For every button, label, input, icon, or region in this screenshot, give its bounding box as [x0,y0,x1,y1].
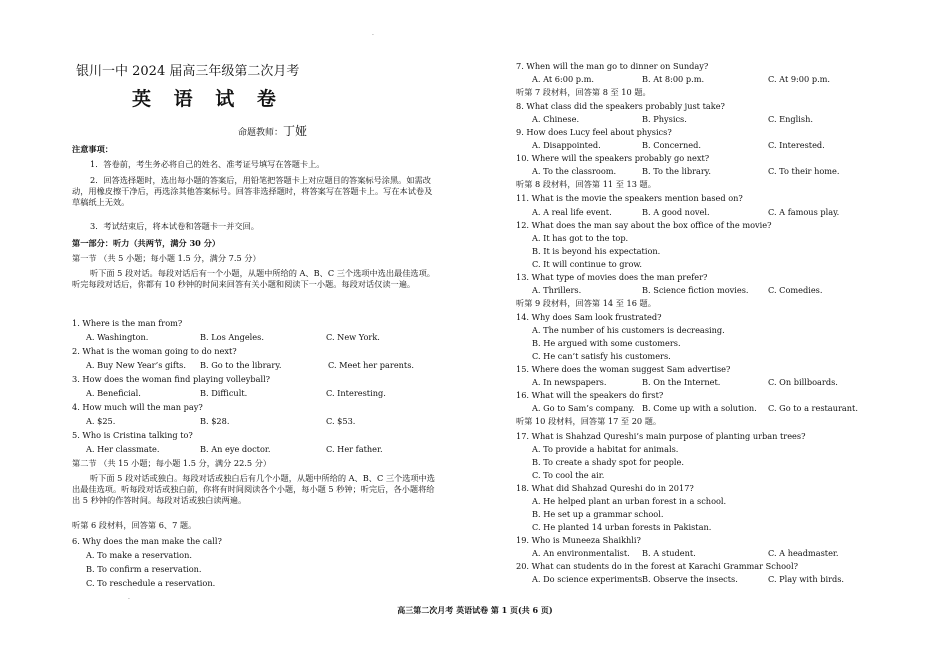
section2-instructions: 听下面 5 段对话或独白。每段对话或独白后有几个小题，从题中所给的 A、B、C 三个选项中选出最佳选项。听每段对话或独白前，你将有时间阅读各个小题，每小题 5 秒钟；听完后，各小题将给出 5 秒钟的作答时间。每段对话或独白读两遍。 [72,473,435,505]
question-stem: 5. Who is Cristina talking to? [72,430,193,440]
option-a: A. Buy New Year’s gifts. [86,360,186,370]
subject-title: 英 语 试 卷 [132,88,284,110]
option-b: B. Concerned. [642,140,701,150]
option-b: B. To create a shady spot for people. [532,457,684,467]
section1-instructions: 听下面 5 段对话。每段对话后有一个小题，从题中所给的 A、B、C 三个选项中选出最佳选项。听完每段对话后，你都有 10 秒钟的时间来回答有关小题和阅读下一小题。每段对话仅读一遍。 [72,268,435,289]
option-b: B. Observe the insects. [642,574,738,584]
question-stem: 13. What type of movies does the man prefer? [516,272,708,282]
option-a: A. Go to Sam’s company. [532,403,635,413]
option-c: C. At 9:00 p.m. [768,74,831,84]
section1-heading: 第一节 （共 5 小题；每小题 1.5 分，满分 7.5 分） [72,253,261,263]
option-a: A. Do science experiments. [532,574,645,584]
question-stem: 14. Why does Sam look frustrated? [516,312,662,322]
option-a: A. Beneficial. [86,388,141,398]
notice-item: 2．回答选择题时，选出每小题的答案后，用铅笔把答题卡上对应题目的答案标号涂黑。如需改动，用橡皮擦干净后，再选涂其他答案标号。回答非选择题时，将答案写在答题卡上。写在本试卷及草稿纸上无效。 [72,175,433,207]
notice-item: 1．答卷前，考生务必将自己的姓名、准考证号填写在答题卡上。 [90,159,325,169]
option-a: A. Her classmate. [86,444,160,454]
option-b: B. An eye doctor. [200,444,271,454]
option-a: A. The number of his customers is decreasing. [532,325,725,335]
option-c: C. New York. [326,332,380,342]
option-b: B. On the Internet. [642,377,721,387]
question-stem: 18. What did Shahzad Qureshi do in 2017? [516,483,694,493]
option-c: C. Interesting. [326,388,386,398]
question-stem: 3. How does the woman find playing volleyball? [72,374,271,384]
notice-item: 3．考试结束后，将本试卷和答题卡一并交回。 [90,221,259,231]
material-note: 听第 9 段材料，回答第 14 至 16 题。 [516,298,656,308]
option-c: C. It will continue to grow. [532,259,643,269]
option-b: B. To the library. [642,166,711,176]
material-note: 听第 6 段材料，回答第 6、7 题。 [72,520,197,530]
question-stem: 19. Who is Muneeza Shaikhli? [516,535,641,545]
option-c: C. To their home. [768,166,840,176]
option-c: C. Interested. [768,140,825,150]
question-stem: 10. Where will the speakers probably go next? [516,153,710,163]
option-c: C. He can’t satisfy his customers. [532,351,671,361]
option-a: A. In newspapers. [532,377,607,387]
material-note: 听第 8 段材料，回答第 11 至 13 题。 [516,179,656,189]
option-c: C. Comedies. [768,285,823,295]
option-c: C. A famous play. [768,207,840,217]
option-a: A. Thrillers. [532,285,582,295]
page-footer: 高三第二次月考 英语试卷 第 1 页(共 6 页) [397,605,553,615]
option-a: A. Disappointed. [532,140,601,150]
option-b: B. At 8:00 p.m. [642,74,705,84]
option-b: B. It is beyond his expectation. [532,246,661,256]
question-stem: 7. When will the man go to dinner on Sunday? [516,61,709,71]
question-stem: 9. How does Lucy feel about physics? [516,127,672,137]
author-label: 命题教师： [238,128,284,138]
question-stem: 11. What is the movie the speakers mention based on? [516,193,743,203]
option-b: B. A student. [642,548,696,558]
option-c: C. English. [768,114,813,124]
exam-title: 银川一中 2024 届高三年级第二次月考 [76,64,300,79]
option-b: B. Come up with a solution. [642,403,757,413]
question-stem: 2. What is the woman going to do next? [72,346,237,356]
scan-dot: . [128,594,130,601]
option-b: B. Go to the library. [200,360,282,370]
question-stem: 15. Where does the woman suggest Sam advertise? [516,364,731,374]
option-b: B. He set up a grammar school. [532,509,664,519]
option-c: C. On billboards. [768,377,838,387]
option-c: C. Meet her parents. [328,360,415,370]
section2-heading: 第二节 （共 15 小题；每小题 1.5 分，满分 22.5 分） [72,458,272,468]
option-b: B. He argued with some customers. [532,338,681,348]
option-c: C. Her father. [326,444,383,454]
author-name: 丁娅 [283,124,308,138]
scan-dot: . [372,30,374,37]
option-b: B. A good novel. [642,207,710,217]
option-a: A. To the classroom. [532,166,617,176]
question-stem: 8. What class did the speakers probably just take? [516,101,725,111]
question-stem: 16. What will the speakers do first? [516,390,664,400]
material-note: 听第 10 段材料，回答第 17 至 20 题。 [516,416,662,426]
notice-heading: 注意事项： [72,144,113,154]
option-a: A. An environmentalist. [532,548,630,558]
question-stem: 17. What is Shahzad Qureshi’s main purpose of planting urban trees? [516,431,806,441]
question-stem: 20. What can students do in the forest at Karachi Grammar School? [516,561,798,571]
option-a: A. $25. [86,416,116,426]
option-a: A. He helped plant an urban forest in a school. [532,496,727,506]
material-note: 听第 7 段材料，回答第 8 至 10 题。 [516,87,651,97]
option-c: C. He planted 14 urban forests in Pakistan. [532,522,712,532]
part1-heading: 第一部分：听力（共两节，满分 30 分） [72,238,221,248]
option-c: C. To cool the air. [532,470,605,480]
option-a: A. To make a reservation. [86,550,192,560]
question-stem: 6. Why does the man make the call? [72,536,222,546]
option-b: B. Physics. [642,114,687,124]
option-c: C. Play with birds. [768,574,845,584]
option-c: C. Go to a restaurant. [768,403,858,413]
option-b: B. To confirm a reservation. [86,564,202,574]
option-a: A. To provide a habitat for animals. [532,444,679,454]
option-a: A. Chinese. [532,114,580,124]
option-b: B. Difficult. [200,388,248,398]
question-stem: 1. Where is the man from? [72,318,183,328]
question-author [238,122,307,139]
option-b: B. $28. [200,416,230,426]
option-c: C. $53. [326,416,356,426]
question-stem: 12. What does the man say about the box office of the movie? [516,220,772,230]
option-b: B. Los Angeles. [200,332,264,342]
option-c: C. To reschedule a reservation. [86,578,216,588]
option-a: A. It has got to the top. [532,233,629,243]
option-c: C. A headmaster. [768,548,839,558]
question-stem: 4. How much will the man pay? [72,402,203,412]
option-a: A. Washington. [86,332,149,342]
option-a: A. A real life event. [532,207,612,217]
option-a: A. At 6:00 p.m. [532,74,594,84]
option-b: B. Science fiction movies. [642,285,749,295]
